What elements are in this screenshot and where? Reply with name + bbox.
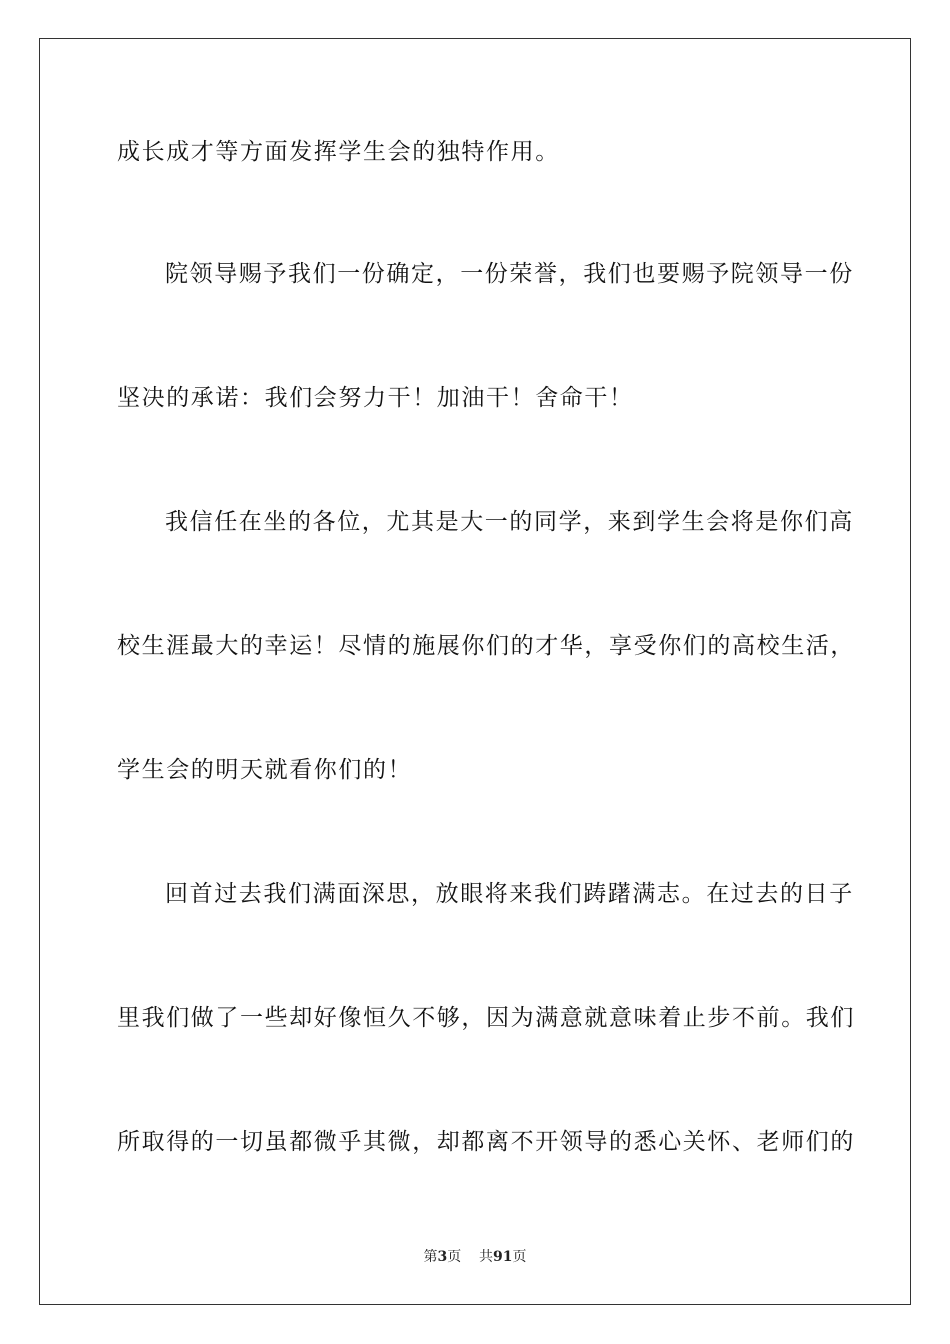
paragraph-line: 所取得的一切虽都微乎其微，却都离不开领导的悉心关怀、老师们的 — [117, 1129, 855, 1155]
total-prefix: 共 — [479, 1249, 494, 1265]
paragraph-line: 校生涯最大的幸运！尽情的施展你们的才华，享受你们的高校生活， — [117, 633, 855, 659]
paragraph-line: 回首过去我们满面深思，放眼将来我们踌躇满志。在过去的日子 — [165, 881, 854, 907]
page-border — [39, 38, 911, 1305]
paragraph-line: 我信任在坐的各位，尤其是大一的同学，来到学生会将是你们高 — [165, 509, 854, 535]
total-pages: 91 — [493, 1249, 513, 1265]
paragraph-line: 成长成才等方面发挥学生会的独特作用。 — [117, 139, 560, 165]
page-suffix: 页 — [447, 1249, 462, 1265]
page-footer — [0, 1248, 950, 1266]
paragraph-line: 坚决的承诺：我们会努力干！加油干！舍命干！ — [117, 385, 634, 411]
page-prefix: 第 — [423, 1249, 438, 1265]
paragraph-line: 院领导赐予我们一份确定，一份荣誉，我们也要赐予院领导一份 — [165, 261, 854, 287]
paragraph-line: 学生会的明天就看你们的！ — [117, 757, 413, 783]
paragraph-line: 里我们做了一些却好像恒久不够，因为满意就意味着止步不前。我们 — [117, 1005, 855, 1031]
total-suffix: 页 — [512, 1249, 527, 1265]
page-number: 3 — [437, 1249, 448, 1265]
